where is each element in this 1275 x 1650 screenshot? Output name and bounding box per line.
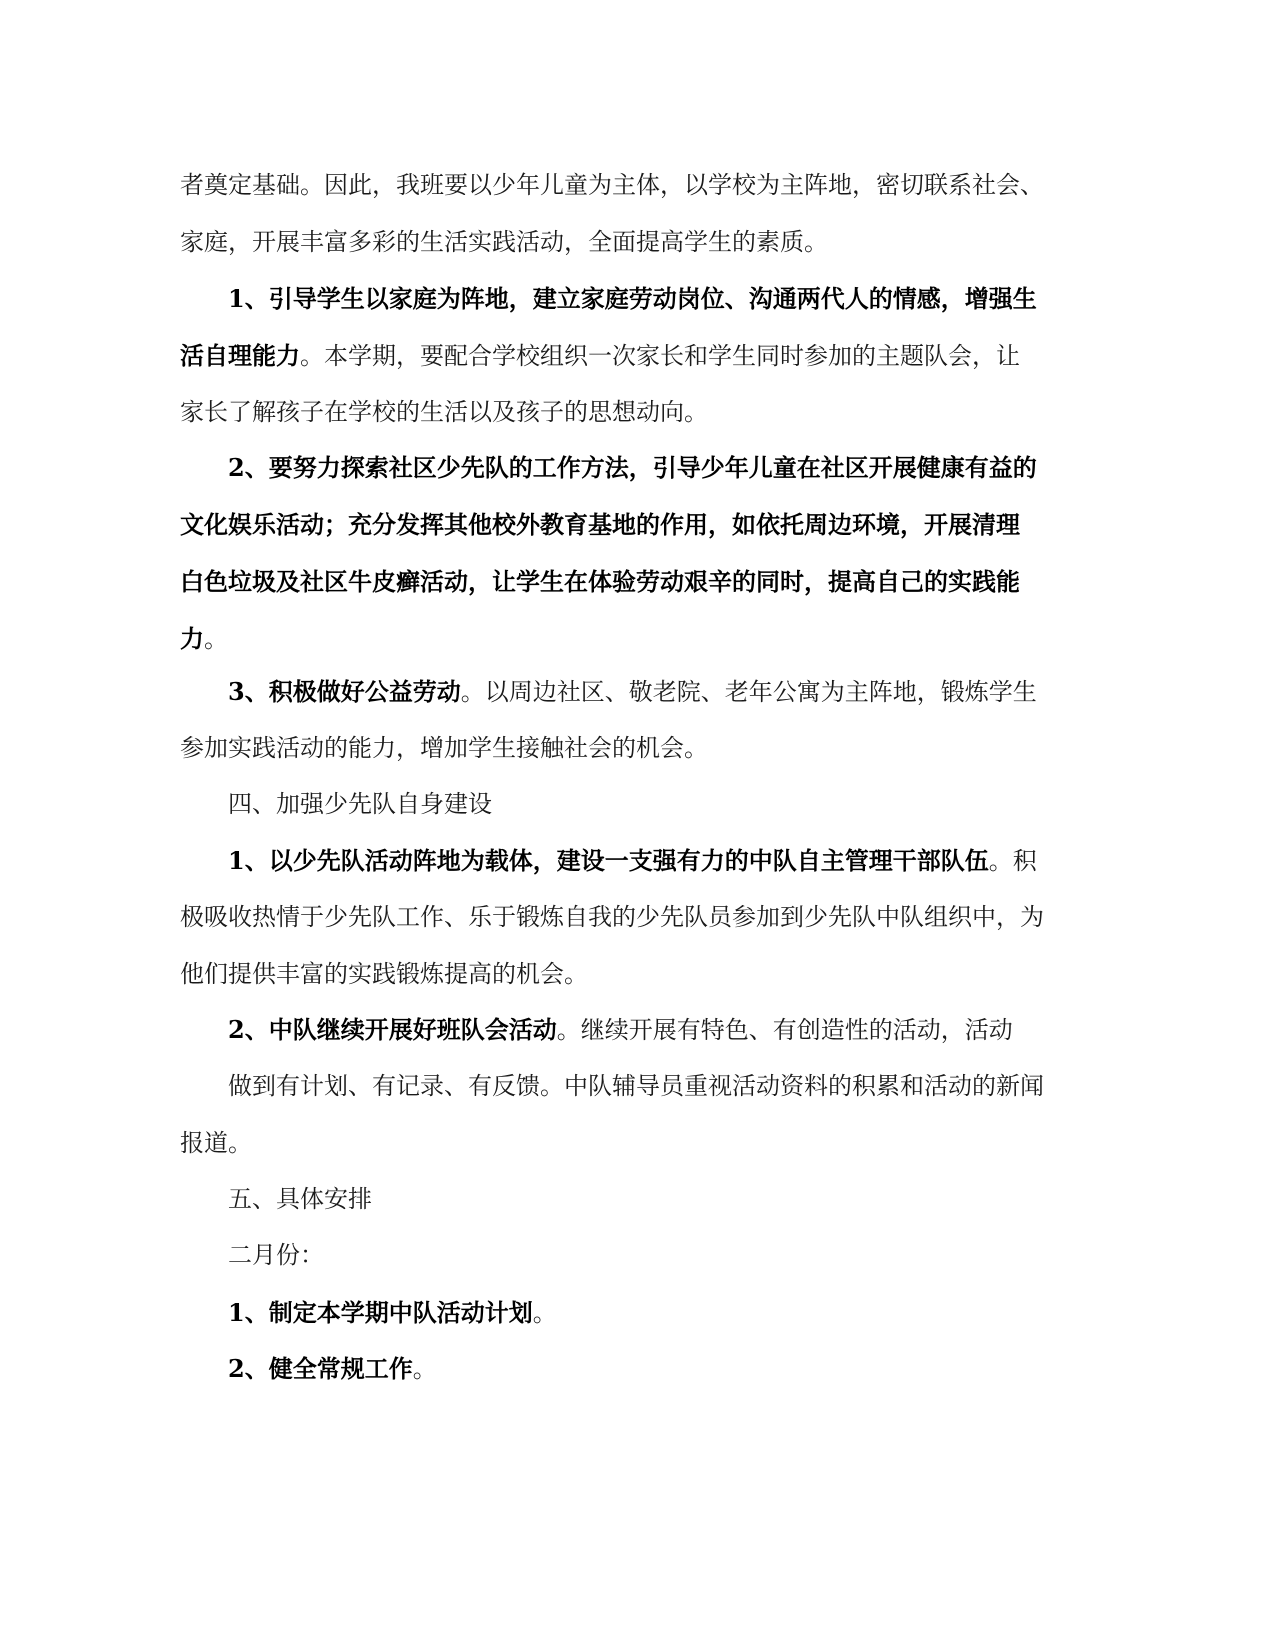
text-line: 白色垃圾及社区牛皮癣活动，让学生在体验劳动艰辛的同时，提高自己的实践能	[180, 567, 1020, 596]
text-line: 者奠定基础。因此，我班要以少年儿童为主体，以学校为主阵地，密切联系社会、	[180, 171, 1044, 199]
schedule-item-1	[180, 1284, 1050, 1341]
paragraph-item-1	[180, 270, 1050, 441]
text-line: 报道。	[180, 1129, 252, 1157]
bold-text: 1、引导学生以家庭为阵地，建立家庭劳动岗位、沟通两代人的情感，增强生	[228, 284, 1037, 313]
text-line: 做到有计划、有记录、有反馈。中队辅导员重视活动资料的积累和活动的新闻	[228, 1072, 1044, 1100]
text-line: 家庭，开展丰富多彩的生活实践活动，全面提高学生的素质。	[180, 228, 828, 256]
text-line	[180, 832, 1050, 889]
bold-text: 2、要努力探索社区少先队的工作方法，引导少年儿童在社区开展健康有益的	[228, 453, 1037, 482]
text-line: 参加实践活动的能力，增加学生接触社会的机会。	[180, 734, 708, 762]
text-line: 文化娱乐活动；充分发挥其他校外教育基地的作用，如依托周边环境，开展清理	[180, 510, 1020, 539]
text-line: 他们提供丰富的实践锻炼提高的机会。	[180, 960, 588, 988]
body-text: 。	[412, 1355, 437, 1383]
bold-text: 3、积极做好公益劳动	[228, 677, 461, 706]
schedule-item-2	[180, 1340, 1050, 1397]
text-line	[180, 1284, 1050, 1341]
bold-text: 2、中队继续开展好班队会活动	[228, 1015, 557, 1044]
paragraph-item-2	[180, 439, 1050, 667]
text-line	[180, 610, 1050, 667]
text-line: 家长了解孩子在学校的生活以及孩子的思想动向。	[180, 398, 708, 426]
text-line	[180, 1340, 1050, 1397]
text-line	[180, 270, 1050, 327]
month-text: 二月份：	[228, 1241, 324, 1269]
heading-text: 四、加强少先队自身建设	[228, 790, 492, 818]
paragraph-item-3	[180, 663, 1050, 777]
bold-text: 1、以少先队活动阵地为载体，建设一支强有力的中队自主管理干部队伍	[228, 846, 989, 875]
body-text: 。	[204, 625, 228, 653]
paragraph-item-4	[180, 832, 1050, 1003]
paragraph-item-5	[180, 1001, 1050, 1172]
text-line	[180, 327, 1050, 384]
body-text: 。以周边社区、敬老院、老年公寓为主阵地，锻炼学生	[460, 678, 1037, 706]
body-text: 。	[532, 1299, 557, 1327]
body-text: 。继续开展有特色、有创造性的活动，活动	[556, 1016, 1013, 1044]
bold-text: 活自理能力	[180, 341, 300, 370]
text-line	[180, 663, 1050, 720]
bold-text: 1、制定本学期中队活动计划	[228, 1298, 533, 1327]
text-line: 极吸收热情于少先队工作、乐于锻炼自我的少先队员参加到少先队中队组织中，为	[180, 903, 1044, 931]
section-heading-4	[180, 776, 1050, 833]
month-label	[180, 1227, 1050, 1284]
bold-text: 力	[180, 624, 204, 653]
heading-text: 五、具体安排	[228, 1185, 372, 1213]
text-line	[180, 439, 1050, 496]
body-text: 。本学期，要配合学校组织一次家长和学生同时参加的主题队会，让	[300, 342, 1020, 370]
section-heading-5	[180, 1171, 1050, 1228]
body-text: 。积	[988, 847, 1037, 875]
paragraph-intro	[180, 157, 1050, 271]
bold-text: 2、健全常规工作	[228, 1354, 413, 1383]
text-line	[180, 1001, 1050, 1058]
